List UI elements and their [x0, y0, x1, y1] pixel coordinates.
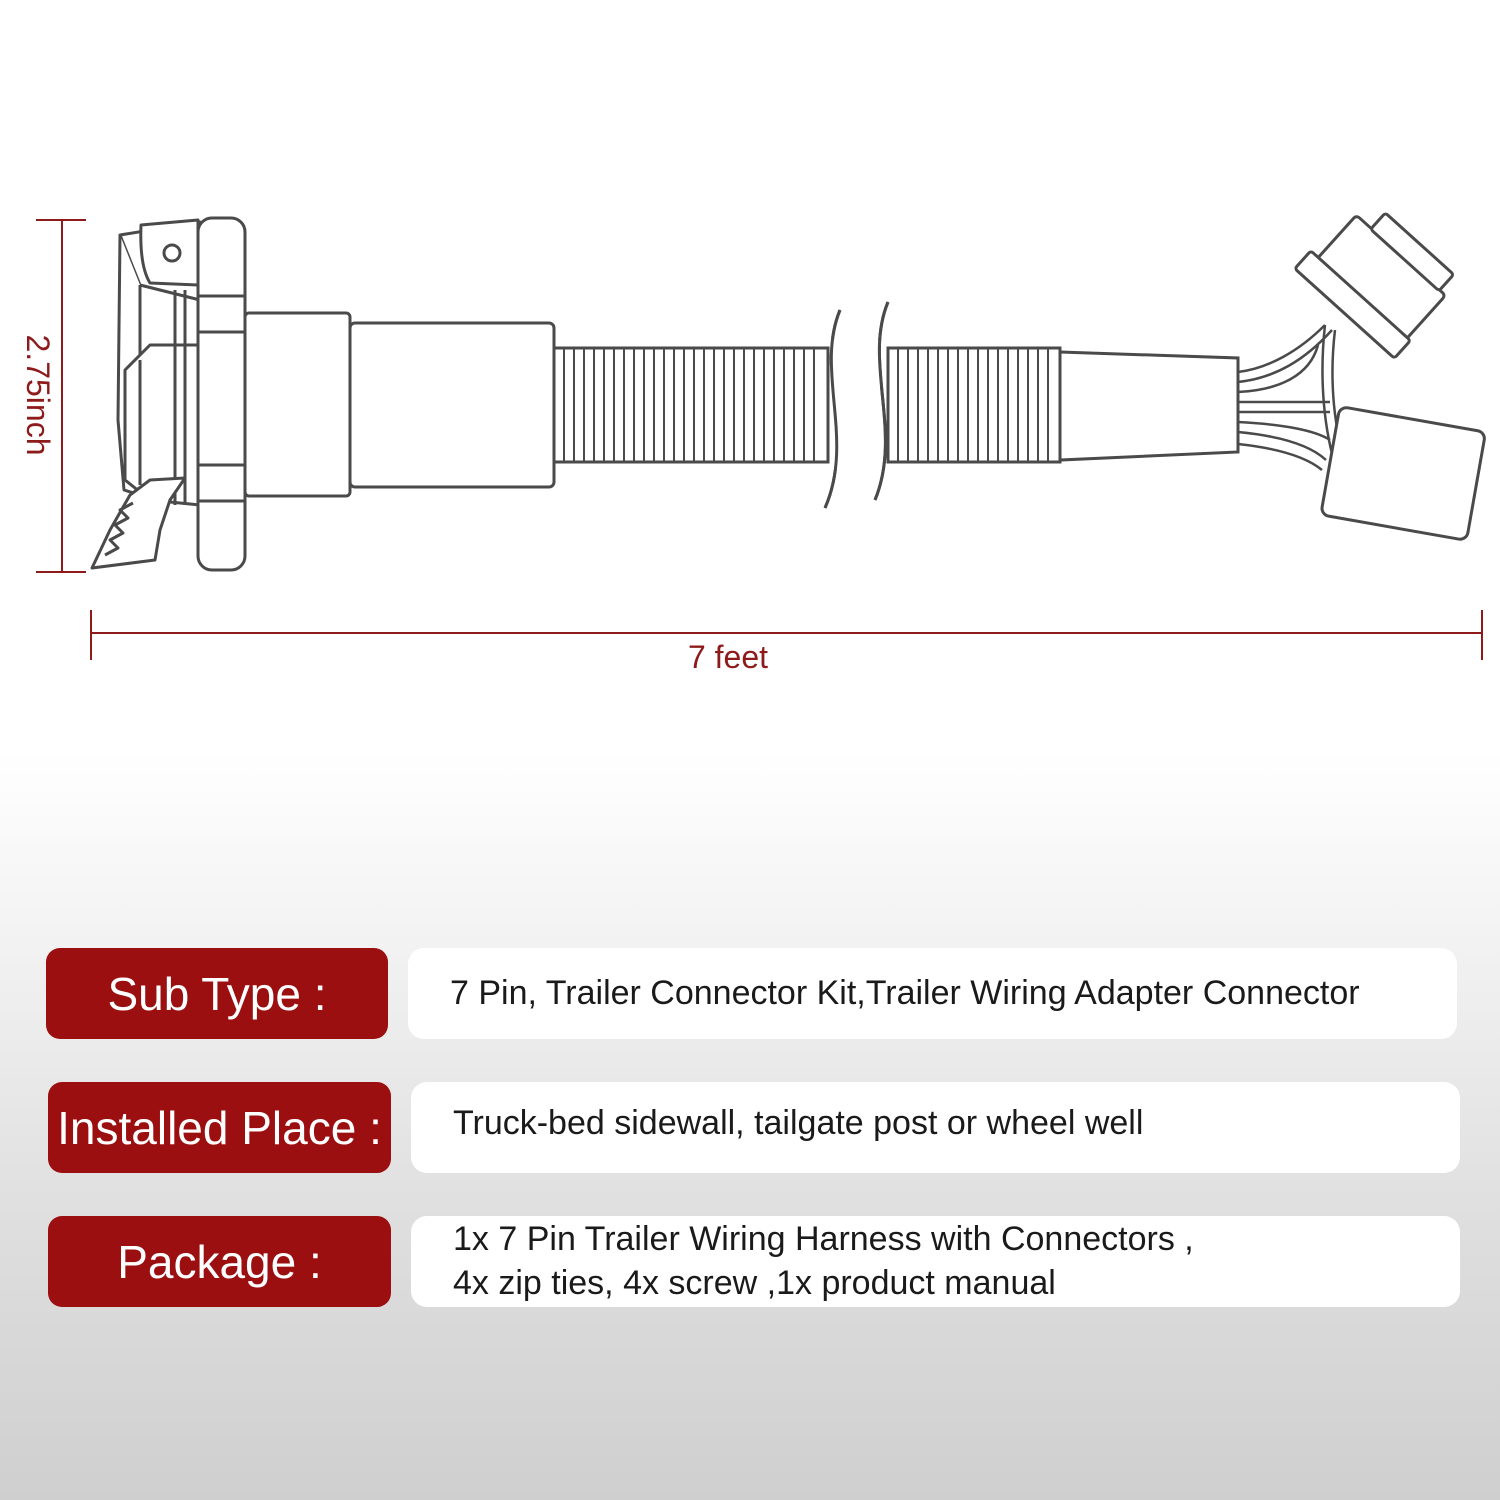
- cable-harness-icon: [554, 302, 1345, 508]
- height-dimension-label: 2.75inch: [20, 334, 56, 456]
- trailer-socket-icon: [92, 218, 554, 570]
- package-value: [411, 1216, 1460, 1307]
- sub-type-label: Sub Type :: [46, 948, 388, 1039]
- length-dimension-label: 7 feet: [687, 639, 769, 675]
- sub-type-value-line: 7 Pin, Trailer Connector Kit,Trailer Wiring Adapter Connector: [450, 973, 1360, 1012]
- package-value-line-2: 4x zip ties, 4x screw ,1x product manual: [453, 1263, 1056, 1302]
- installed-place-value: [411, 1082, 1460, 1173]
- installed-place-value-line: Truck-bed sidewall, tailgate post or wheel well: [453, 1103, 1144, 1142]
- sub-type-value: [408, 948, 1457, 1039]
- installed-place-label: Installed Place :: [48, 1082, 391, 1173]
- package-label: Package :: [48, 1216, 391, 1307]
- harness-diagram: [0, 0, 1500, 720]
- package-value-line-1: 1x 7 Pin Trailer Wiring Harness with Connectors ,: [453, 1219, 1194, 1258]
- length-dimension-line: [91, 610, 1482, 660]
